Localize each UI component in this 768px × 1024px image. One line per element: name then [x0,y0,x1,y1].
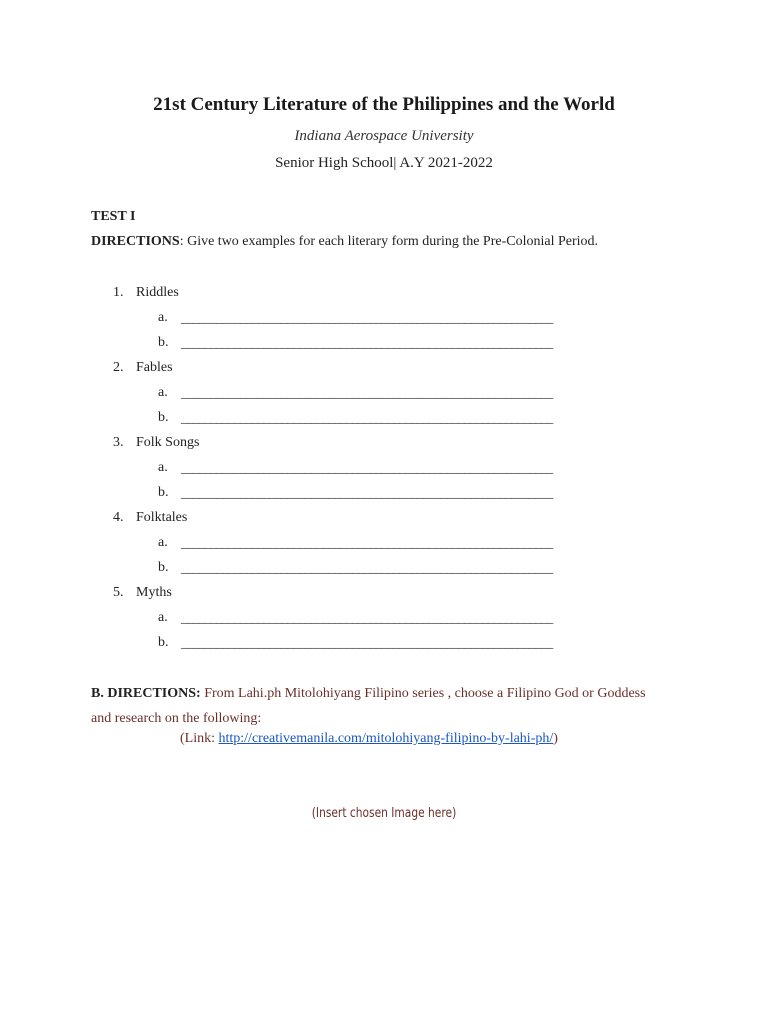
answer-row [91,408,651,433]
list-item [91,508,651,533]
answer-letter: b. [158,485,169,500]
answer-blank[interactable]: _______________________________________________________________ [181,610,553,625]
directions-label: DIRECTIONS [91,234,180,249]
item-label: Folktales [136,510,188,525]
item-label: Riddles [136,285,179,300]
literary-forms-list [91,283,651,658]
answer-letter: b. [158,635,169,650]
directions-text: : Give two examples for each literary form during the Pre-Colonial Period. [179,234,599,249]
item-label: Folk Songs [136,435,200,450]
answer-letter: a. [158,535,168,550]
item-number: 4. [113,510,124,525]
link-prefix: (Link: [180,731,219,746]
answer-letter: a. [158,385,168,400]
image-placeholder: (Insert chosen Image here) [311,806,457,821]
item-label: Fables [136,360,173,375]
school-year: Senior High School| A.Y 2021-2022 [275,155,493,171]
test-heading: TEST I [91,209,136,224]
answer-blank[interactable]: _______________________________________________________________ [181,535,553,550]
answer-blank[interactable]: _______________________________________________________________ [181,460,553,475]
reference-link-line [180,731,558,747]
answer-blank[interactable]: _______________________________________________________________ [181,410,553,425]
reference-link[interactable]: http://creativemanila.com/mitolohiyang-filipino-by-lahi-ph/ [218,731,554,746]
answer-row [91,558,651,583]
answer-row [91,533,651,558]
answer-row [91,308,651,333]
answer-letter: b. [158,560,169,575]
item-label: Myths [136,585,172,600]
item-number: 5. [113,585,124,600]
answer-letter: b. [158,410,169,425]
test-directions [91,234,598,250]
answer-blank[interactable]: _______________________________________________________________ [181,485,553,500]
institution-name: Indiana Aerospace University [294,128,474,144]
answer-blank[interactable]: _______________________________________________________________ [181,635,553,650]
list-item [91,433,651,458]
answer-row [91,458,651,483]
answer-row [91,608,651,633]
answer-blank[interactable]: _______________________________________________________________ [181,310,553,325]
answer-blank[interactable]: _______________________________________________________________ [181,335,553,350]
item-number: 2. [113,360,124,375]
answer-letter: a. [158,460,168,475]
list-item [91,283,651,308]
answer-letter: a. [158,310,168,325]
answer-blank[interactable]: _______________________________________________________________ [181,385,553,400]
document-title: 21st Century Literature of the Philippines and the World [153,94,615,115]
item-number: 3. [113,435,124,450]
list-item [91,583,651,608]
answer-row [91,633,651,658]
list-item [91,358,651,383]
answer-blank[interactable]: _______________________________________________________________ [181,560,553,575]
answer-row [91,383,651,408]
answer-letter: a. [158,610,168,625]
answer-row [91,483,651,508]
section-b-text: From Lahi.ph Mitolohiyang Filipino series , choose a Filipino God or Goddess and research on the following: [91,686,646,726]
section-b-label: B. DIRECTIONS: [91,686,201,701]
link-suffix: ) [553,731,558,746]
answer-row [91,333,651,358]
answer-letter: b. [158,335,169,350]
item-number: 1. [113,285,124,300]
section-b-directions [91,681,651,731]
